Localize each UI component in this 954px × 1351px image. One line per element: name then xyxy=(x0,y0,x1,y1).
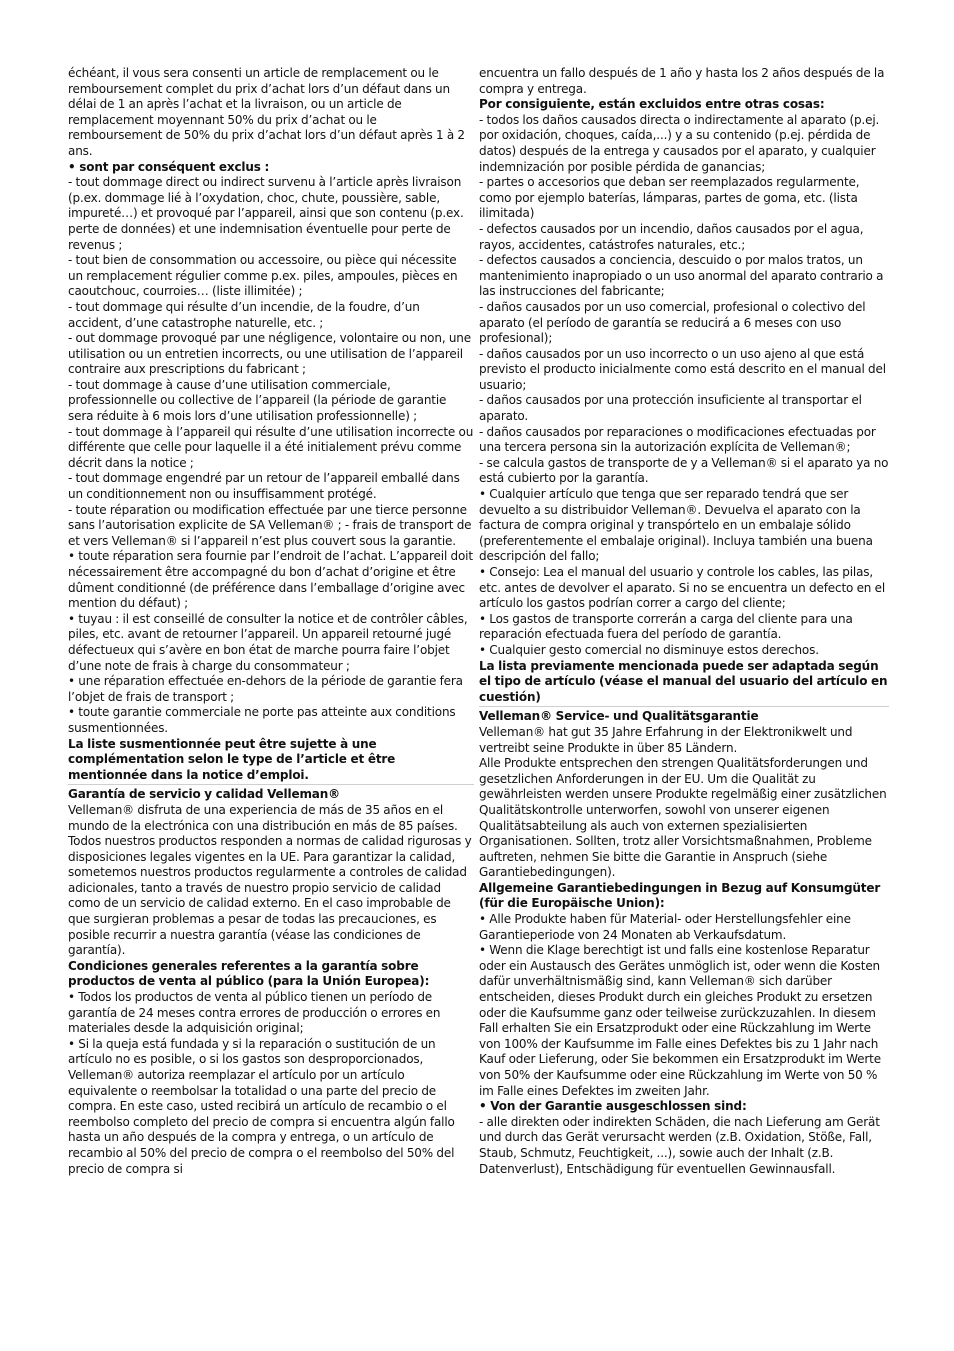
bold-paragraph: • Von der Garantie ausgeschlossen sind: xyxy=(479,1099,747,1114)
paragraph: - alle direkten oder indirekten Schäden, die nach Lieferung am Gerät und durch das Gerät verursacht werden (z.B. Oxidation, Stöße, Fall, Staub, Schmutz, Feuchtigkeit, ...), sowie auch der Inhalt (z.B. Datenverlust), Entschädigung für eventuellen Gewinnausfall. xyxy=(479,1114,880,1176)
paragraph: - tout bien de consommation ou accessoire, ou pièce qui nécessite un remplacement régulier comme p.ex. piles, ampoules, pièces en caoutchouc, courroies… (liste illimitée) ; xyxy=(68,253,458,299)
paragraph: • Cualquier gesto comercial no disminuye estos derechos. xyxy=(479,642,819,657)
paragraph: - tout dommage engendré par un retour de l’appareil emballé dans un conditionnement non ou insuffisamment protégé. xyxy=(68,471,460,502)
paragraph: - daños causados por una protección insuficiente al transportar el aparato. xyxy=(479,393,862,424)
paragraph: • toute réparation sera fournie par l’endroit de l’achat. L’appareil doit nécessairement être accompagné du bon d’achat d’origine et être dûment conditionné (de préférence dans l’emballage d’origine avec mention du défaut) ; xyxy=(68,549,473,611)
paragraph: - defectos causados a conciencia, descuido o por malos tratos, un mantenimiento inapropiado o un uso anormal del aparato contrario a las instrucciones del fabricante; xyxy=(479,253,884,299)
right-column xyxy=(479,66,889,1177)
paragraph: • Los gastos de transporte correrán a carga del cliente para una reparación efectuada fuera del período de garantía. xyxy=(479,611,853,642)
paragraph: • Alle Produkte haben für Material- oder Herstellungsfehler eine Garantieperiode von 24 Monaten ab Verkaufsdatum. xyxy=(479,912,851,942)
paragraph: - daños causados por reparaciones o modificaciones efectuadas por una tercera persona sin la autorización explícita de Velleman®; xyxy=(479,424,876,455)
paragraph: - se calcula gastos de transporte de y a Velleman® si el aparato ya no está cubierto por la garantía. xyxy=(479,455,889,486)
paragraph: - tout dommage à l’appareil qui résulte d’une utilisation incorrecte ou différente que celle pour laquelle il a été initialement prévu comme décrit dans la notice ; xyxy=(68,424,474,470)
left-column xyxy=(68,66,474,1177)
bold-paragraph: Por consiguiente, están excluidos entre otras cosas: xyxy=(479,97,825,112)
section-heading: Velleman® Service- und Qualitätsgarantie xyxy=(479,706,889,725)
bold-paragraph: Allgemeine Garantiebedingungen in Bezug auf Konsumgüter (für die Europäische Union): xyxy=(479,880,881,911)
paragraph: • une réparation effectuée en-dehors de la période de garantie fera l’objet de frais de transport ; xyxy=(68,674,463,704)
paragraph: • Wenn die Klage berechtigt ist und falls eine kostenlose Reparatur oder ein Austausch des Gerätes unmöglich ist, oder wenn die Kosten dafür unverhältnismäßig sind, kann Velleman® sich darüber entscheiden, dieses Produkt durch ein gleiches Produkt zu ersetzen oder die Kaufsumme ganz oder teilweise zurückzuzahlen. In diesem Fall erhalten Sie ein Ersatzprodukt oder eine Rückzahlung im Werte von 100% der Kaufsumme im Falle eines Defektes bis zu 1 Jahr nach Kauf oder Lieferung, oder Sie bekommen ein Ersatzprodukt im Werte von 50% der Kaufsumme oder eine Rückzahlung im Werte von 50 % im Falle eines Defektes im zweiten Jahr. xyxy=(479,943,881,1098)
paragraph: Alle Produkte entsprechen den strengen Qualitätsforderungen und gesetzlichen Anforderungen in der EU. Um die Qualität zu gewährleisten werden unsere Produkte regelmäßig einer zusätzlichen Qualitätskontrolle unterworfen, sowohl von unserer eigenen Qualitätsabteilung als auch von externen spezialisierten Organisationen. Sollten, trotz aller Vorsichtsmaßnahmen, Probleme auftreten, nehmen Sie bitte die Garantie in Anspruch (siehe Garantiebedingungen). xyxy=(479,756,887,880)
paragraph: encuentra un fallo después de 1 año y hasta los 2 años después de la compra y entrega. xyxy=(479,66,885,96)
bold-paragraph: • sont par conséquent exclus : xyxy=(68,159,270,174)
bold-paragraph: La liste susmentionnée peut être sujette à une complémentation selon le type de l’article et être mentionnée dans la notice d’emploi. xyxy=(68,736,396,782)
paragraph: - daños causados por un uso incorrecto o un uso ajeno al que está previsto el producto inicialmente como está descrito en el manual del usuario; xyxy=(479,346,886,392)
paragraph: • Cualquier artículo que tenga que ser reparado tendrá que ser devuelto a su distribuidor Velleman®. Devuelva el aparato con la factura de compra original y transpórtelo en un embalaje sólido (preferentemente el embalaje original). Incluya también una buena descripción del fallo; xyxy=(479,487,873,564)
paragraph: • Todos los productos de venta al público tienen un período de garantía de 24 meses contra errores de producción o errores en materiales desde la adquisición original; xyxy=(68,990,441,1036)
paragraph: - tout dommage à cause d’une utilisation commerciale, professionnelle ou collective de l’appareil (la période de garantie sera réduite à 6 mois lors d’une utilisation professionnelle) ; xyxy=(68,377,447,424)
paragraph: • Consejo: Lea el manual del usuario y controle los cables, las pilas, etc. antes de devolver el aparato. Si no se encuentra un defecto en el artículo los gastos podrían correr a cargo del cliente; xyxy=(479,565,886,611)
paragraph: - todos los daños causados directa o indirectamente al aparato (p.ej. por oxidación, choques, caída,...) y a su contenido (p.ej. pérdida de datos) después de la entrega y causados por el aparato, y cualquier indemnización por posible pérdida de ganancias; xyxy=(479,112,880,174)
paragraph: Velleman® disfruta de una experiencia de más de 35 años en el mundo de la electrónica con una distribución en más de 85 países. Todos nuestros productos responden a normas de calidad rigurosas y disposiciones legales vigentes en la UE. Para garantizar la calidad, sometemos nuestros productos regularmente a controles de calidad adicionales, tanto a través de nuestro propio servicio de calidad como de un servicio de calidad externo. En el caso improbable de que surgieran problemas a pesar de todas las precauciones, es posible recurrir a nuestra garantía (véase las condiciones de garantía). xyxy=(68,802,472,958)
section-heading: Garantía de servicio y calidad Velleman® xyxy=(68,784,474,803)
paragraph: - tout dommage direct ou indirect survenu à l’article après livraison (p.ex. dommage lié à l’oxydation, choc, chute, poussière, sable, impureté…) et provoqué par l’appareil, ainsi que son contenu (p.ex. perte de données) et une indemnisation éventuelle pour perte de revenus ; xyxy=(68,175,464,252)
paragraph: • tuyau : il est conseillé de consulter la notice et de contrôler câbles, piles, etc. avant de retourner l’appareil. Un appareil retourné jugé défectueux qui s’avère en bon état de marche pourra faire l’objet d’une note de frais à charge du consommateur ; xyxy=(68,611,468,673)
bold-paragraph: La lista previamente mencionada puede ser adaptada según el tipo de artículo (véase el manual del usuario del artículo en cuestión) xyxy=(479,658,888,704)
bold-paragraph: Condiciones generales referentes a la garantía sobre productos de venta al público (para la Unión Europea): xyxy=(68,958,430,989)
paragraph: • toute garantie commerciale ne porte pas atteinte aux conditions susmentionnées. xyxy=(68,705,456,735)
paragraph: Velleman® hat gut 35 Jahre Erfahrung in der Elektronikwelt und vertreibt seine Produkte in über 85 Ländern. xyxy=(479,724,853,755)
paragraph: échéant, il vous sera consenti un article de remplacement ou le remboursement complet du prix d’achat lors d’un défaut dans un délai de 1 an après l’achat et la livraison, ou un article de remplacement moyennant 50% du prix d’achat ou le remboursement de 50% du prix d’achat lors d’un défaut après 1 à 2 ans. xyxy=(68,66,465,158)
paragraph: • Si la queja está fundada y si la reparación o sustitución de un artículo no es posible, o si los gastos son desproporcionados, Velleman® autoriza reemplazar el artículo por un artículo equivalente o reembolsar la totalidad o una parte del precio de compra. En este caso, usted recibirá un artículo de recambio o el reembolso completo del precio de compra si encuentra algún fallo hasta un año después de la compra y entrega, o un artículo de recambio al 50% del precio de compra o el reembolso del 50% del precio de compra si xyxy=(68,1036,455,1176)
paragraph: - out dommage provoqué par une négligence, volontaire ou non, une utilisation ou un entretien incorrects, ou une utilisation de l’appareil contraire aux prescriptions du fabricant ; xyxy=(68,331,471,377)
paragraph: - partes o accesorios que deban ser reemplazados regularmente, como por ejemplo baterías, lámparas, partes de goma, etc. (lista ilimitada) xyxy=(479,175,860,221)
paragraph: - daños causados por un uso comercial, profesional o colectivo del aparato (el período de garantía se reducirá a 6 meses con uso profesional); xyxy=(479,299,866,346)
paragraph: - tout dommage qui résulte d’un incendie, de la foudre, d’un accident, d’une catastrophe naturelle, etc. ; xyxy=(68,299,420,330)
paragraph: - toute réparation ou modification effectuée par une tierce personne sans l’autorisation explicite de SA Velleman® ; - frais de transport de et vers Velleman® si l’appareil n’est plus couvert sous la garantie. xyxy=(68,502,472,548)
paragraph: - defectos causados por un incendio, daños causados por el agua, rayos, accidentes, catástrofes naturales, etc.; xyxy=(479,221,864,252)
